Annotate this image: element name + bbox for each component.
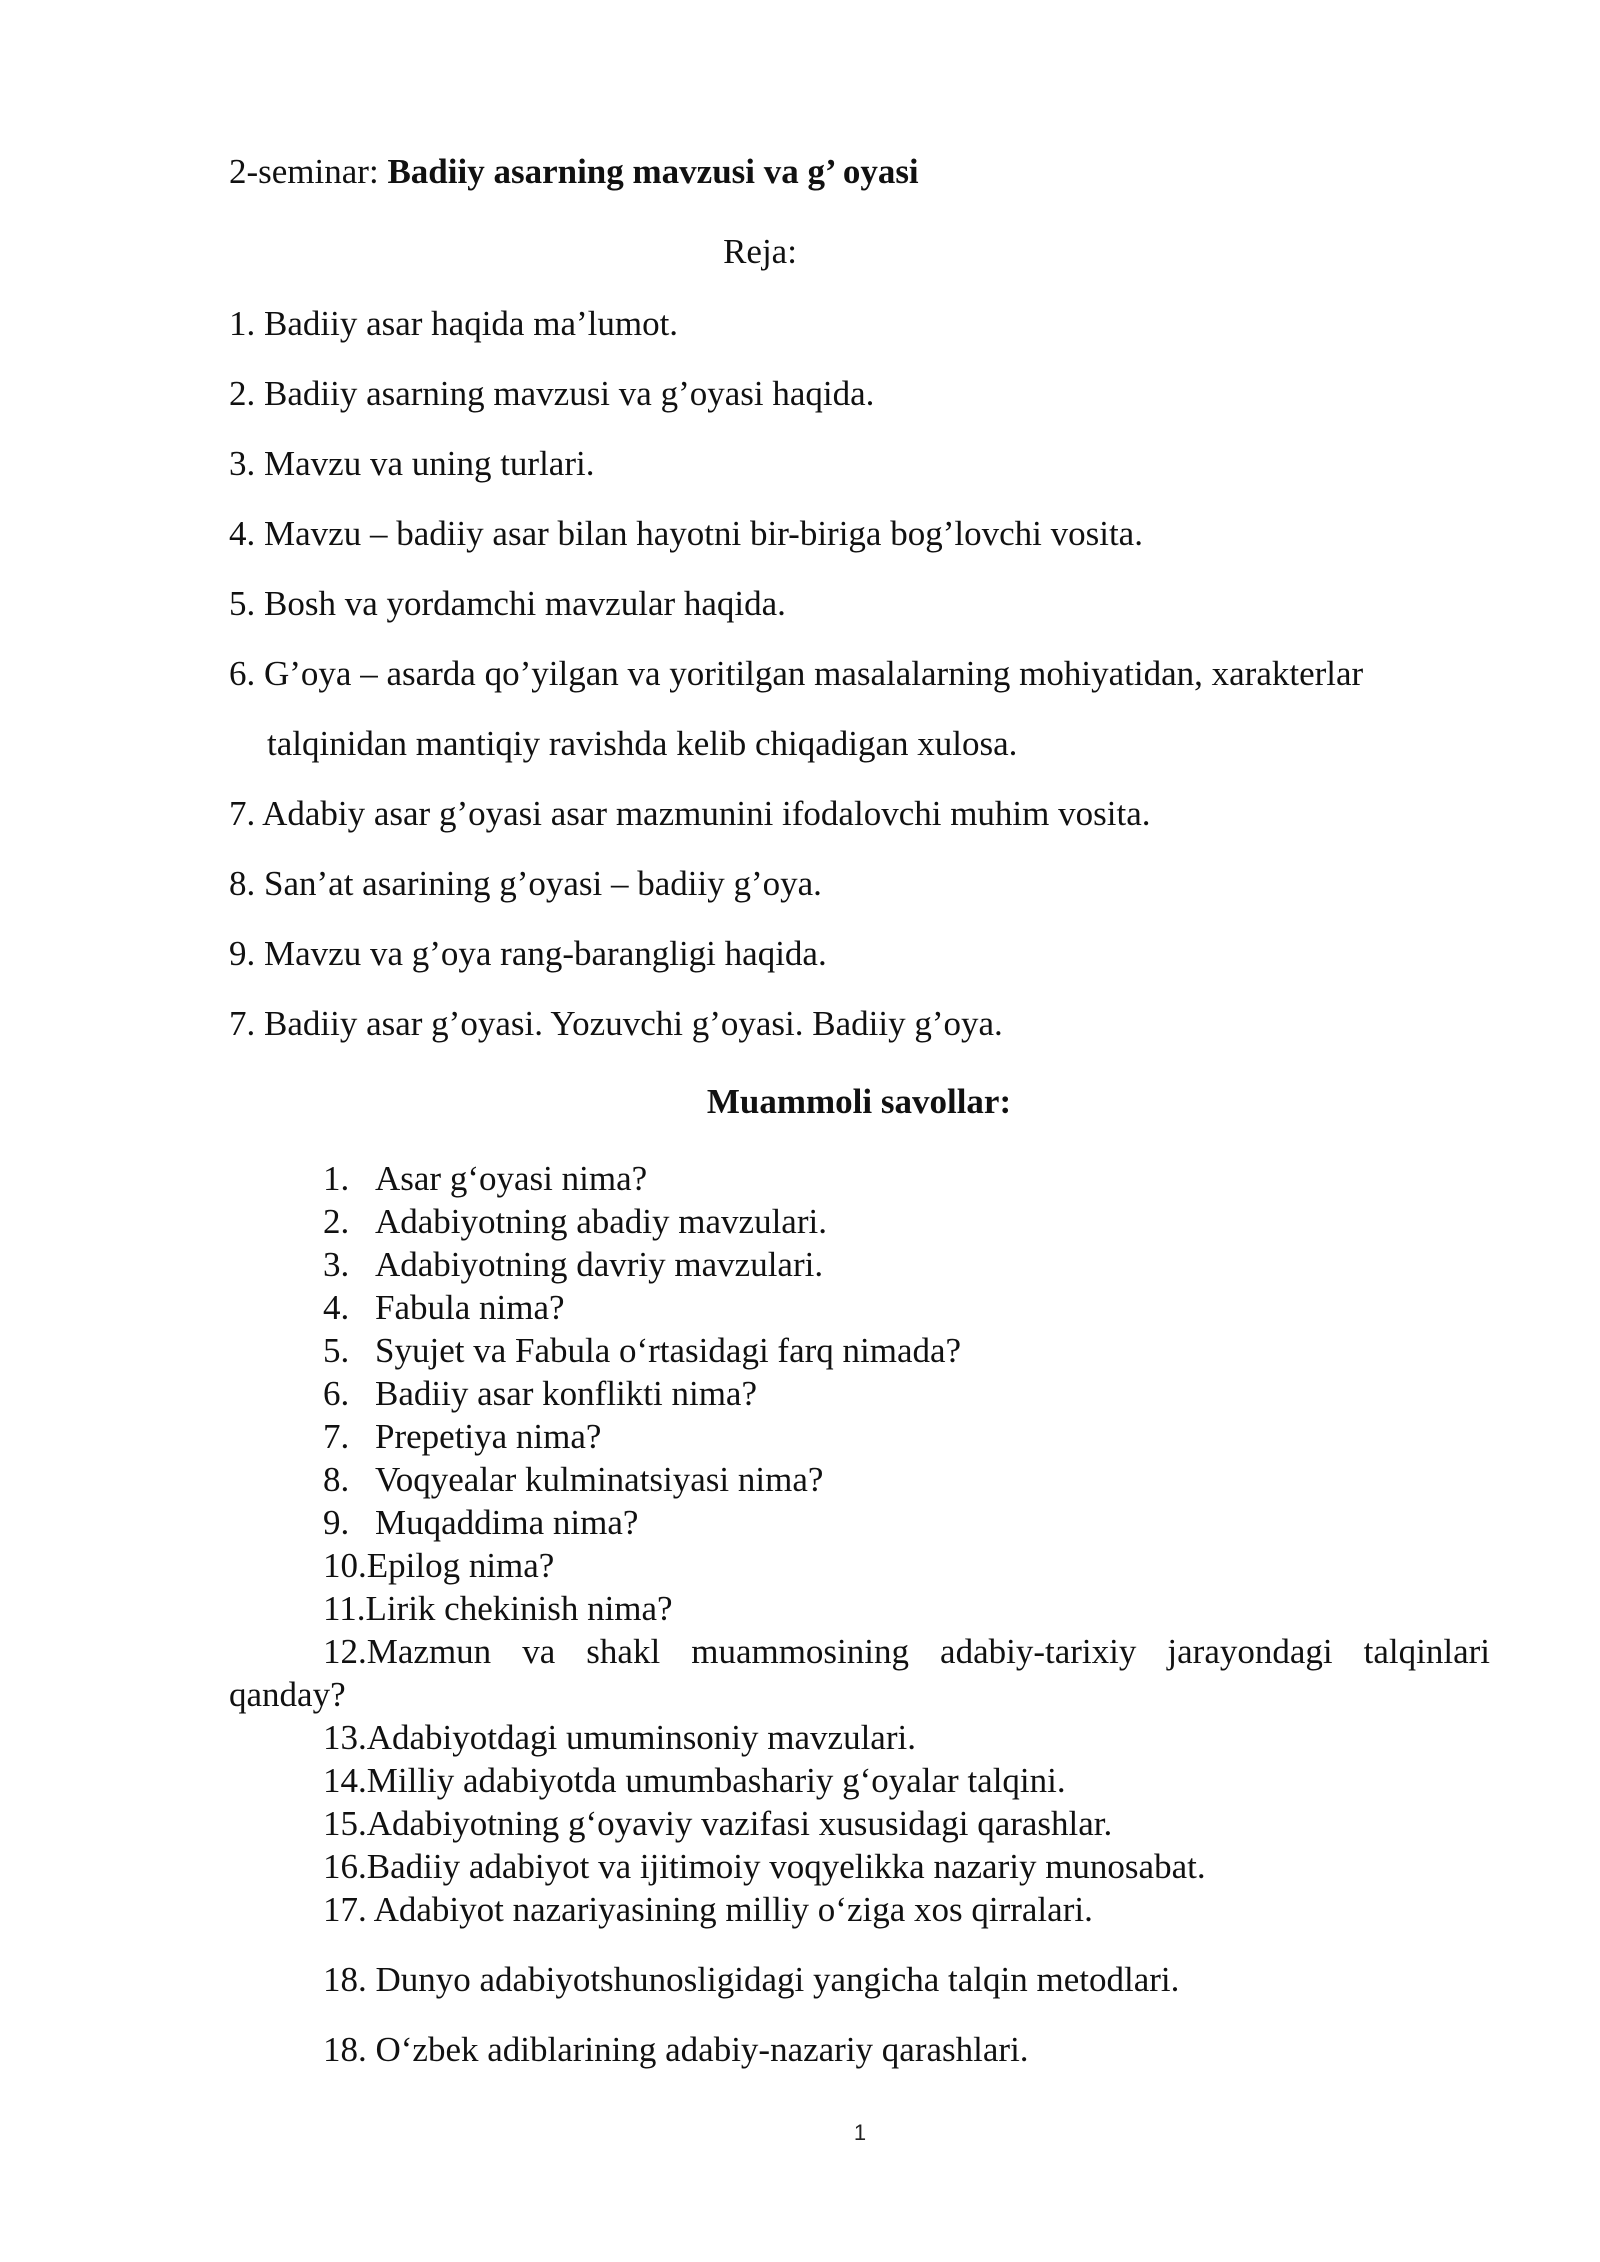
question-item-15 <box>323 1802 1112 1846</box>
question-text: Adabiyotdagi umuminsoniy mavzulari. <box>366 1718 916 1757</box>
plan-item-10 <box>229 1002 1003 1046</box>
question-item-16 <box>323 1845 1206 1889</box>
plan-item-number: 8. <box>229 864 256 903</box>
question-item-9 <box>323 1501 638 1545</box>
questions-heading: Muammoli savollar: <box>706 1082 1012 1121</box>
question-text: Adabiyotning abadiy mavzulari. <box>375 1202 827 1241</box>
plan-item-number: 2. <box>229 374 256 413</box>
question-number: 5. <box>323 1331 350 1370</box>
question-number: 2. <box>323 1202 350 1241</box>
question-number: 18. <box>323 1960 367 1999</box>
plan-item-text: Bosh va yordamchi mavzular haqida. <box>264 584 786 623</box>
plan-item-text: Badiiy asarning mavzusi va g’oyasi haqida. <box>264 374 875 413</box>
question-text: Adabiyot nazariyasining milliy o‘ziga xos qirralari. <box>373 1890 1093 1929</box>
plan-item-text: Mavzu va g’oya rang-barangligi haqida. <box>264 934 827 973</box>
question-text: Mazmun va shakl muammosining adabiy-tarixiy jarayondagi talqinlari <box>366 1632 1490 1671</box>
question-item-4 <box>323 1286 565 1330</box>
question-item-8 <box>323 1458 823 1502</box>
question-text: Fabula nima? <box>375 1288 565 1327</box>
seminar-title <box>229 150 919 194</box>
plan-item-3 <box>229 442 594 486</box>
seminar-title-prefix: 2-seminar: <box>229 152 388 191</box>
plan-item-4 <box>229 512 1143 556</box>
question-text: Lirik chekinish nima? <box>365 1589 673 1628</box>
question-text: Epilog nima? <box>366 1546 555 1585</box>
question-text: Voqyealar kulminatsiyasi nima? <box>375 1460 824 1499</box>
question-item-5 <box>323 1329 961 1373</box>
question-number: 10. <box>323 1546 367 1585</box>
question-number: 6. <box>323 1374 350 1413</box>
plan-item-number: 1. <box>229 304 256 343</box>
question-text: Badiiy asar konflikti nima? <box>375 1374 757 1413</box>
question-item-19 <box>323 2028 1029 2072</box>
question-number: 4. <box>323 1288 350 1327</box>
plan-item-9 <box>229 932 827 976</box>
question-text: Milliy adabiyotda umumbashariy g‘oyalar talqini. <box>366 1761 1066 1800</box>
question-item-2 <box>323 1200 827 1244</box>
plan-item-text: San’at asarining g’oyasi – badiiy g’oya. <box>264 864 822 903</box>
question-text: Asar g‘oyasi nima? <box>375 1159 648 1198</box>
question-number: 12. <box>323 1632 367 1671</box>
plan-item-8 <box>229 862 822 906</box>
question-item-7 <box>323 1415 601 1459</box>
question-item-13 <box>323 1716 916 1760</box>
plan-item-text: Mavzu – badiiy asar bilan hayotni bir-biriga bog’lovchi vosita. <box>264 514 1143 553</box>
question-item-14 <box>323 1759 1066 1803</box>
plan-item-text: Badiiy asar g’oyasi. Yozuvchi g’oyasi. Badiiy g’oya. <box>264 1004 1003 1043</box>
plan-item-number: 7. <box>229 1004 256 1043</box>
plan-item-number: 5. <box>229 584 256 623</box>
question-text: O‘zbek adiblarining adabiy-nazariy qarashlari. <box>375 2030 1029 2069</box>
plan-item-6-continuation: talqinidan mantiqiy ravishda kelib chiqadigan xulosa. <box>267 724 1018 763</box>
plan-item-number: 6. <box>229 654 256 693</box>
question-item-3 <box>323 1243 823 1287</box>
plan-item-text: Mavzu va uning turlari. <box>264 444 595 483</box>
question-item-12 <box>323 1630 1490 1674</box>
question-number: 3. <box>323 1245 350 1284</box>
plan-item-2 <box>229 372 874 416</box>
question-item-12-continuation: qanday? <box>229 1675 346 1714</box>
question-number: 13. <box>323 1718 367 1757</box>
plan-item-6 <box>229 652 1363 696</box>
question-item-10 <box>323 1544 554 1588</box>
question-text: Prepetiya nima? <box>375 1417 602 1456</box>
question-number: 1. <box>323 1159 350 1198</box>
plan-item-7 <box>229 792 1150 836</box>
plan-item-number: 3. <box>229 444 256 483</box>
plan-item-text: Badiiy asar haqida ma’lumot. <box>264 304 679 343</box>
question-text: Syujet va Fabula o‘rtasidagi farq nimada? <box>375 1331 962 1370</box>
seminar-title-bold: Badiiy asarning mavzusi va g’ oyasi <box>387 152 919 191</box>
plan-item-1 <box>229 302 678 346</box>
question-number: 8. <box>323 1460 350 1499</box>
question-number: 18. <box>323 2030 367 2069</box>
question-number: 11. <box>323 1589 366 1628</box>
plan-item-number: 4. <box>229 514 256 553</box>
question-number: 17. <box>323 1890 367 1929</box>
plan-item-text: G’oya – asarda qo’yilgan va yoritilgan masalalarning mohiyatidan, xarakterlar <box>264 654 1364 693</box>
question-number: 15. <box>323 1804 367 1843</box>
question-number: 16. <box>323 1847 367 1886</box>
plan-item-number: 9. <box>229 934 256 973</box>
question-item-6 <box>323 1372 757 1416</box>
question-number: 14. <box>323 1761 367 1800</box>
question-item-11 <box>323 1587 673 1631</box>
plan-item-text: Adabiy asar g’oyasi asar mazmunini ifodalovchi muhim vosita. <box>262 794 1151 833</box>
page-number: 1 <box>853 2120 867 2145</box>
question-number: 7. <box>323 1417 350 1456</box>
plan-item-5 <box>229 582 786 626</box>
plan-heading: Reja: <box>723 232 797 271</box>
question-number: 9. <box>323 1503 350 1542</box>
question-text: Adabiyotning davriy mavzulari. <box>375 1245 824 1284</box>
question-item-17 <box>323 1888 1093 1932</box>
question-text: Adabiyotning g‘oyaviy vazifasi xususidagi qarashlar. <box>366 1804 1113 1843</box>
plan-item-number: 7. <box>229 794 256 833</box>
question-item-18 <box>323 1958 1179 2002</box>
question-text: Muqaddima nima? <box>375 1503 639 1542</box>
question-item-1 <box>323 1157 647 1201</box>
question-text: Badiiy adabiyot va ijitimoiy voqyelikka nazariy munosabat. <box>366 1847 1206 1886</box>
question-text: Dunyo adabiyotshunosligidagi yangicha talqin metodlari. <box>375 1960 1180 1999</box>
